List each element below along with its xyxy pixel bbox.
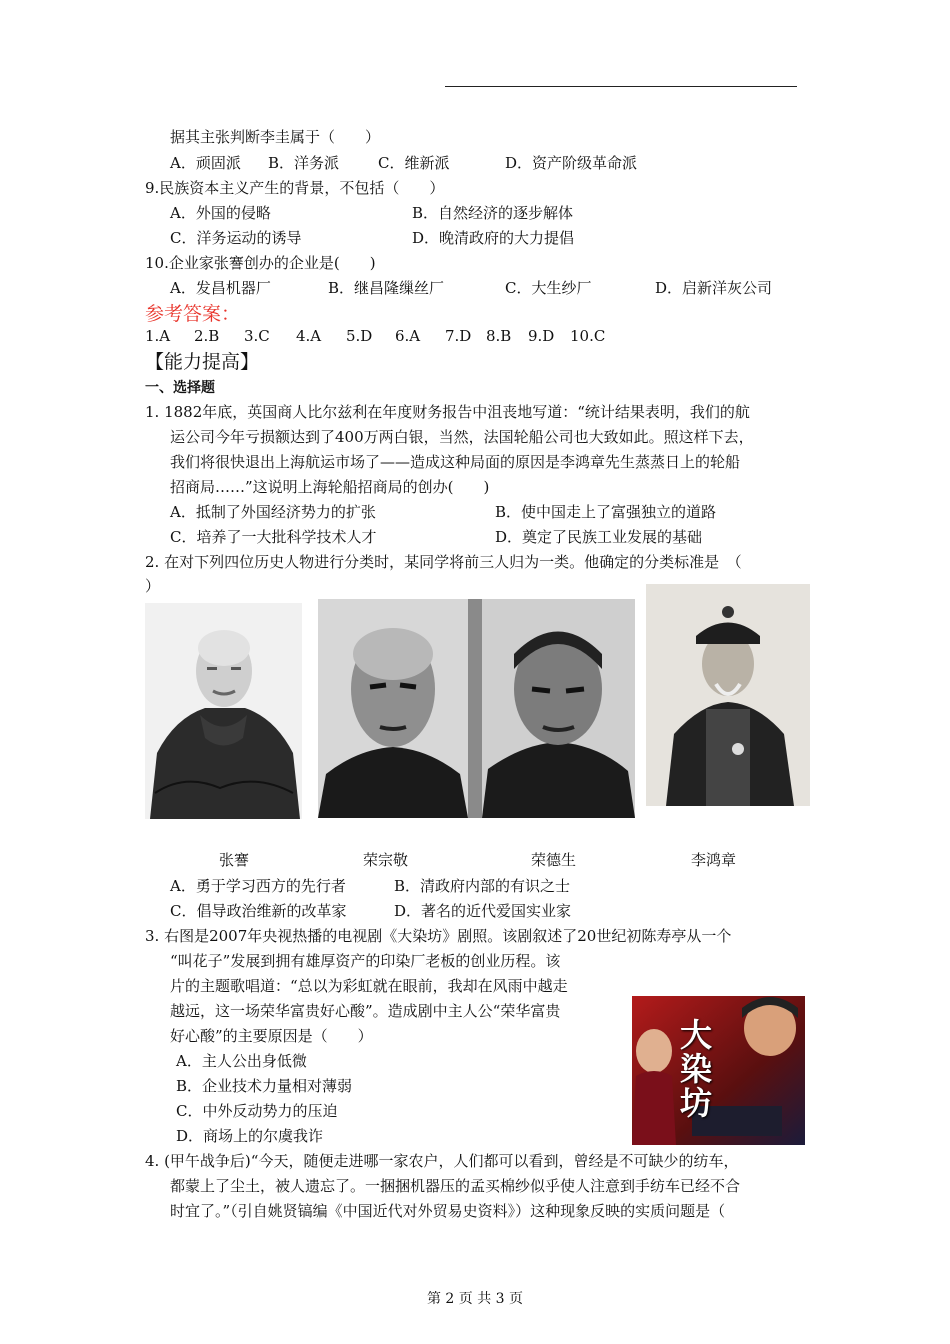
- p3-option-c: C．中外反动势力的压迫: [176, 1102, 338, 1120]
- p3-line: “叫花子”发展到拥有雄厚资产的印染厂老板的创业历程。该: [170, 952, 561, 970]
- q10-option-a: A．发昌机器厂: [170, 279, 271, 297]
- answer-item: 8.B: [486, 327, 512, 345]
- q8-option-a: A．顽固派: [170, 154, 241, 172]
- q10-option-d: D．启新洋灰公司: [655, 279, 773, 297]
- q8-stem: 据其主张判断李圭属于（ ）: [170, 128, 381, 146]
- p3-option-a: A．主人公出身低微: [176, 1052, 307, 1070]
- p1-option-c: C．培养了一大批科学技术人才: [170, 528, 377, 546]
- p1-option-b: B．使中国走上了富强独立的道路: [495, 503, 717, 521]
- zhang-jian-photo: [145, 603, 302, 819]
- p1-line: 1. 1882年底，英国商人比尔兹利在年度财务报告中沮丧地写道：“统计结果表明，我们的航: [145, 403, 750, 421]
- dyeing-house-poster: [632, 996, 805, 1145]
- p1-option-d: D．奠定了民族工业发展的基础: [495, 528, 703, 546]
- p2-option-c: C．倡导政治维新的改革家: [170, 902, 347, 920]
- answer-item: 2.B: [194, 327, 220, 345]
- q10-stem: 10.企业家张謇创办的企业是( ): [145, 254, 376, 272]
- p1-line: 我们将很快退出上海航运市场了——造成这种局面的原因是李鸿章先生蒸蒸日上的轮船: [170, 453, 741, 471]
- section-subtitle: 一、选择题: [145, 380, 215, 396]
- p1-line: 招商局……”这说明上海轮船招商局的创办( ): [170, 478, 490, 496]
- p3-option-d: D．商场上的尔虞我诈: [176, 1127, 324, 1145]
- p2-option-d: D．著名的近代爱国实业家: [394, 902, 572, 920]
- answer-item: 1.A: [145, 327, 171, 345]
- answer-item: 4.A: [296, 327, 322, 345]
- q9-option-d: D．晚清政府的大力提倡: [412, 229, 575, 247]
- p4-line: 4. (甲午战争后)“今天，随便走进哪一家农户，人们都可以看到，曾经是不可缺少的纺车，: [145, 1152, 739, 1170]
- q10-option-b: B．继昌隆缫丝厂: [328, 279, 445, 297]
- p1-option-a: A．抵制了外国经济势力的扩张: [170, 503, 376, 521]
- q9-option-a: A．外国的侵略: [170, 204, 271, 222]
- answer-item: 9.D: [528, 327, 555, 345]
- q8-option-d: D．资产阶级革命派: [505, 154, 638, 172]
- p3-line: 片的主题歌唱道：“总以为彩虹就在眼前，我却在风雨中越走: [170, 977, 568, 995]
- p3-line: 好心酸”的主要原因是（ ）: [170, 1027, 373, 1045]
- section-title: 【能力提高】: [145, 351, 260, 373]
- p2-option-a: A．勇于学习西方的先行者: [170, 877, 346, 895]
- q10-option-c: C．大生纱厂: [505, 279, 592, 297]
- p2-line: ）: [145, 577, 161, 595]
- caption-li-hongzhang: 李鸿章: [691, 851, 737, 869]
- q8-option-b: B．洋务派: [268, 154, 340, 172]
- li-hongzhang-photo: [646, 584, 810, 806]
- answer-item: 7.D: [445, 327, 472, 345]
- answers-title: 参考答案：: [145, 303, 241, 325]
- p2-option-b: B．清政府内部的有识之士: [394, 877, 571, 895]
- q9-option-b: B．自然经济的逐步解体: [412, 204, 574, 222]
- answer-item: 10.C: [570, 327, 606, 345]
- poster-title: 大染坊: [680, 1016, 713, 1122]
- q9-option-c: C．洋务运动的诱导: [170, 229, 302, 247]
- p3-line: 3. 右图是2007年央视热播的电视剧《大染坊》剧照。该剧叙述了20世纪初陈寿亭从一个: [145, 927, 732, 945]
- answer-item: 3.C: [244, 327, 270, 345]
- page-footer: 第 2 页 共 3 页: [426, 1291, 524, 1307]
- answer-item: 5.D: [346, 327, 373, 345]
- p4-line: 时宜了。”（引自姚贤镐编《中国近代对外贸易史资料》）这种现象反映的实质问题是（: [170, 1202, 726, 1220]
- caption-rong-desheng: 荣德生: [531, 851, 577, 869]
- p1-line: 运公司今年亏损额达到了400万两白银，当然，法国轮船公司也大致如此。照这样下去，: [170, 428, 754, 446]
- q9-stem: 9.民族资本主义产生的背景，不包括（ ）: [145, 179, 445, 197]
- p2-line: 2. 在对下列四位历史人物进行分类时，某同学将前三人归为一类。他确定的分类标准是 （: [145, 553, 742, 571]
- header-rule: [445, 86, 797, 87]
- rong-brothers-photo: [318, 599, 635, 818]
- p3-line: 越远，这一场荣华富贵好心酸”。造成剧中主人公“荣华富贵: [170, 1002, 561, 1020]
- p4-line: 都蒙上了尘土，被人遗忘了。一捆捆机器压的孟买棉纱似乎使人注意到手纺车已经不合: [170, 1177, 741, 1195]
- caption-zhang-jian: 张謇: [219, 851, 250, 869]
- p3-option-b: B．企业技术力量相对薄弱: [176, 1077, 353, 1095]
- q8-option-c: C．维新派: [378, 154, 450, 172]
- caption-rong-zongjing: 荣宗敬: [363, 851, 409, 869]
- answer-item: 6.A: [395, 327, 421, 345]
